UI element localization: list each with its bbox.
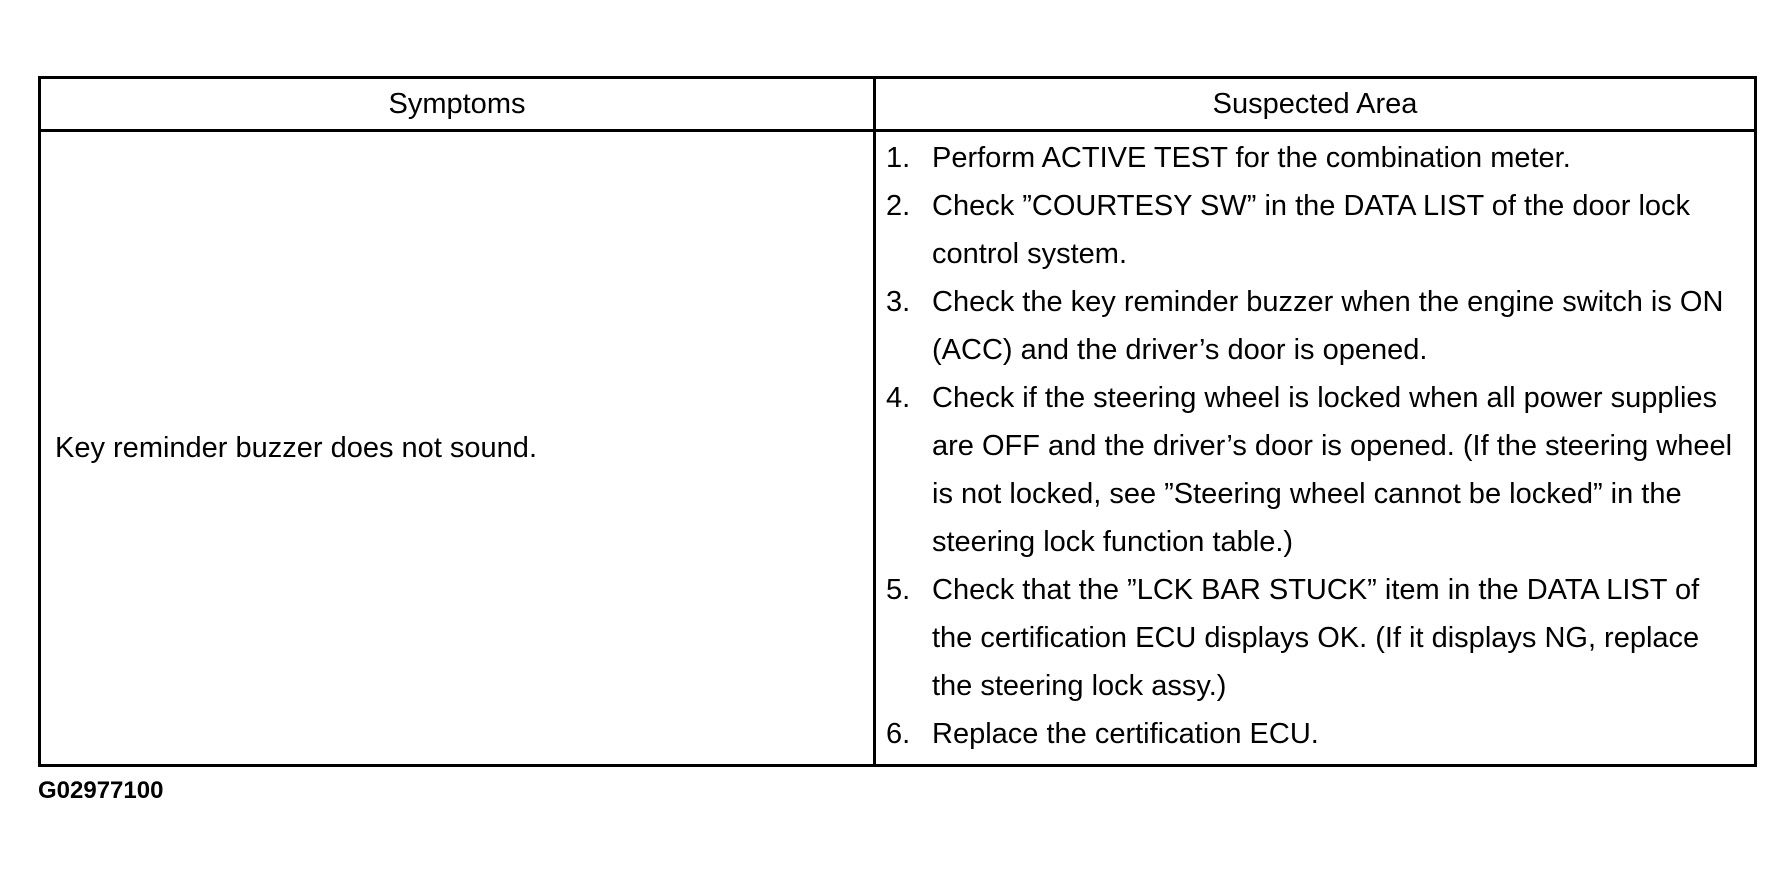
step-number: 5. [886, 574, 911, 606]
step-item [886, 710, 1740, 758]
step-text: Check ”COURTESY SW” in the DATA LIST of the door lock control system. [932, 190, 1691, 270]
step-number: 3. [886, 286, 911, 318]
step-number: 2. [886, 190, 911, 222]
header-symptoms: Symptoms [40, 78, 875, 131]
step-text: Replace the certification ECU. [932, 718, 1319, 750]
step-item [886, 278, 1740, 374]
step-item [886, 182, 1740, 278]
table-row [40, 131, 1756, 766]
step-text: Check that the ”LCK BAR STUCK” item in the DATA LIST of the certification ECU displays OK. (If it displays NG, replace the steering lock assy.) [932, 574, 1700, 702]
step-number: 1. [886, 142, 911, 174]
figure-code: G02977100 [38, 777, 164, 804]
symptom-table [38, 76, 1757, 767]
symptom-cell: Key reminder buzzer does not sound. [40, 131, 875, 766]
suspected-area-cell [875, 131, 1756, 766]
step-text: Check the key reminder buzzer when the engine switch is ON (ACC) and the driver’s door is opened. [932, 286, 1724, 366]
step-text: Check if the steering wheel is locked when all power supplies are OFF and the driver’s door is opened. (If the steering wheel is not locked, see ”Steering wheel cannot be locked” in the steering lock function table.) [932, 382, 1733, 558]
step-list [886, 134, 1740, 758]
step-item [886, 566, 1740, 710]
table-header-row [40, 78, 1756, 131]
step-item [886, 134, 1740, 182]
step-item [886, 374, 1740, 566]
step-text: Perform ACTIVE TEST for the combination meter. [932, 142, 1571, 174]
step-number: 4. [886, 382, 911, 414]
step-number: 6. [886, 718, 911, 750]
header-suspected-area: Suspected Area [875, 78, 1756, 131]
